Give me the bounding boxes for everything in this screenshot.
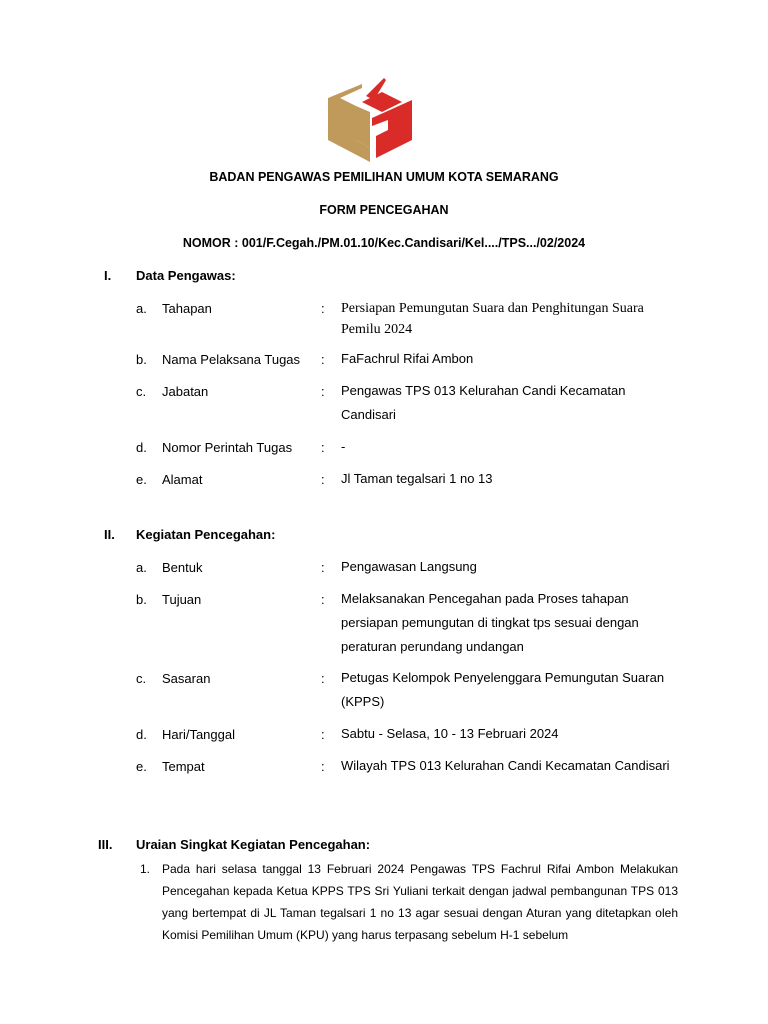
field-value: - [341,439,346,454]
field-label: Bentuk [162,560,203,575]
field-value: Jl Taman tegalsari 1 no 13 [341,471,493,486]
field-colon: : [321,472,325,487]
section-title: Kegiatan Pencegahan: [136,527,276,542]
field-label: Tempat [162,759,205,774]
field-label: Tujuan [162,592,202,607]
field-letter: e. [136,759,147,774]
field-value: Pengawas TPS 013 Kelurahan Candi Kecamatan Candisari [341,383,626,422]
field-value: Sabtu - Selasa, 10 - 13 Februari 2024 [341,726,559,741]
field-letter: b. [136,352,147,367]
field-label: Tahapan [162,301,212,316]
field-label: Jabatan [162,384,209,399]
field-value: Wilayah TPS 013 Kelurahan Candi Kecamatan Candisari [341,758,670,773]
field-letter: a. [136,560,147,575]
section-title: Uraian Singkat Kegiatan Pencegahan: [136,837,371,852]
field-label: Nama Pelaksana Tugas [162,352,301,367]
field-value: Pengawasan Langsung [341,559,477,574]
field-letter: a. [136,301,147,316]
section-title: Data Pengawas: [136,268,236,283]
field-colon: : [321,671,325,686]
form-title: FORM PENCEGAHAN [319,203,449,217]
field-colon: : [321,560,325,575]
section-number: I. [104,268,112,283]
field-label: Hari/Tanggal [162,727,235,742]
section-number: III. [98,837,113,852]
field-value: Persiapan Pemungutan Suara dan Penghitungan Suara Pemilu 2024 [341,301,644,337]
field-letter: c. [136,384,147,399]
paragraph-text: Pada hari selasa tanggal 13 Februari 2024 Pengawas TPS Fachrul Rifai Ambon Melakukan Pencegahan kepada Ketua KPPS TPS Sri Yuliani terkait dengan jadwal pembangunan TPS 013 yang bertempat di JL Taman tegalsari 1 no 13 agar sesuai dengan Aturan yang ditetapkan oleh Komisi Pemilihan Umum (KPU) yang harus terpasang sebelum H-1 sebelum [162,862,678,942]
field-colon: : [321,352,325,367]
organization-title: BADAN PENGAWAS PEMILIHAN UMUM KOTA SEMARANG [209,170,559,184]
field-colon: : [321,384,325,399]
form-number: NOMOR : 001/F.Cegah./PM.01.10/Kec.Candisari/Kel..../TPS.../02/2024 [182,236,586,250]
bawaslu-logo-icon [326,78,414,162]
field-letter: b. [136,592,147,607]
section-number: II. [104,527,115,542]
field-colon: : [321,592,325,607]
field-label: Nomor Perintah Tugas [162,440,293,455]
field-colon: : [321,301,325,316]
field-colon: : [321,759,325,774]
field-label: Sasaran [162,671,211,686]
field-colon: : [321,440,325,455]
field-value: FaFachrul Rifai Ambon [341,351,474,366]
field-value: Petugas Kelompok Penyelenggara Pemungutan Suaran (KPPS) [341,670,665,709]
field-letter: e. [136,472,147,487]
field-letter: d. [136,727,147,742]
field-letter: c. [136,671,147,686]
field-value: Melaksanakan Pencegahan pada Proses tahapan persiapan pemungutan di tingkat tps sesuai dengan peraturan perundang undangan [341,591,639,654]
field-colon: : [321,727,325,742]
field-label: Alamat [162,472,203,487]
paragraph-number: 1. [140,862,151,876]
field-letter: d. [136,440,147,455]
